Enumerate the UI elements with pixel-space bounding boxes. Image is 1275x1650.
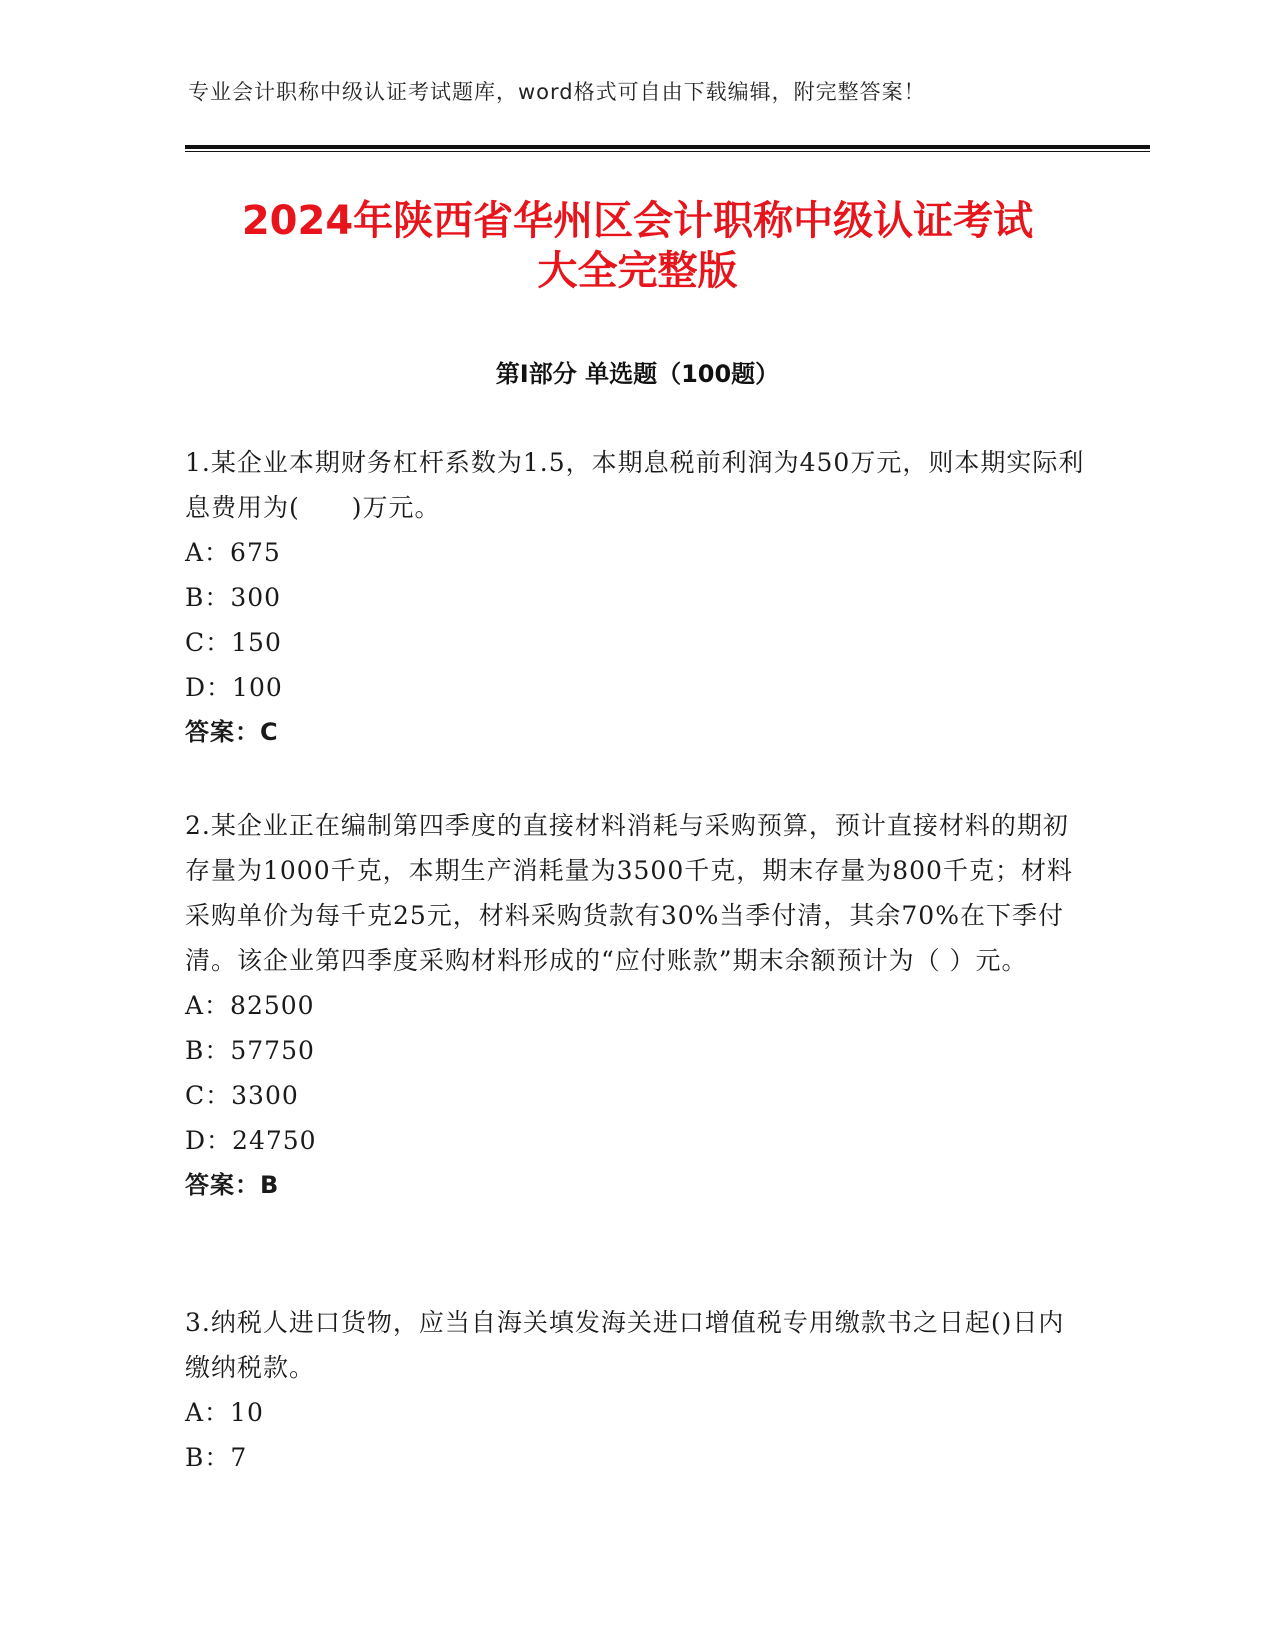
answer: 答案：C — [185, 718, 279, 746]
document-title-line1: 2024年陕西省华州区会计职称中级认证考试 — [241, 198, 1034, 244]
question-3 — [185, 1300, 1090, 1480]
option-a: A：82500 — [185, 991, 315, 1020]
option-a: A：675 — [185, 538, 281, 567]
question-1 — [185, 440, 1090, 755]
answer: 答案：B — [185, 1171, 280, 1199]
question-stem: 1.某企业本期财务杠杆系数为1.5，本期息税前利润为450万元，则本期实际利息费用为( )万元。 — [185, 448, 1085, 522]
option-c: C：150 — [185, 628, 282, 657]
section-heading: 第Ⅰ部分 单选题（100题） — [495, 360, 780, 388]
document-title — [150, 196, 1125, 296]
question-2 — [185, 803, 1090, 1208]
option-d: D：100 — [185, 673, 283, 702]
option-a: A：10 — [185, 1398, 264, 1427]
question-stem: 2.某企业正在编制第四季度的直接材料消耗与采购预算，预计直接材料的期初存量为1000千克，本期生产消耗量为3500千克，期末存量为800千克；材料采购单价为每千克25元，材料采购货款有30%当季付清，其余70%在下季付清。该企业第四季度采购材料形成的“应付账款”期末余额预计为（ ）元。 — [185, 811, 1073, 975]
option-c: C：3300 — [185, 1081, 299, 1110]
option-b: B：300 — [185, 583, 282, 612]
document-title-line2: 大全完整版 — [537, 248, 738, 294]
header-rule-thick — [185, 145, 1150, 149]
header-note: 专业会计职称中级认证考试题库，word格式可自由下载编辑，附完整答案！ — [188, 80, 926, 104]
option-d: D：24750 — [185, 1126, 317, 1155]
header-rule-thin — [185, 151, 1150, 152]
question-stem: 3.纳税人进口货物，应当自海关填发海关进口增值税专用缴款书之日起()日内缴纳税款。 — [185, 1308, 1065, 1382]
option-b: B：7 — [185, 1443, 248, 1472]
option-b: B：57750 — [185, 1036, 315, 1065]
